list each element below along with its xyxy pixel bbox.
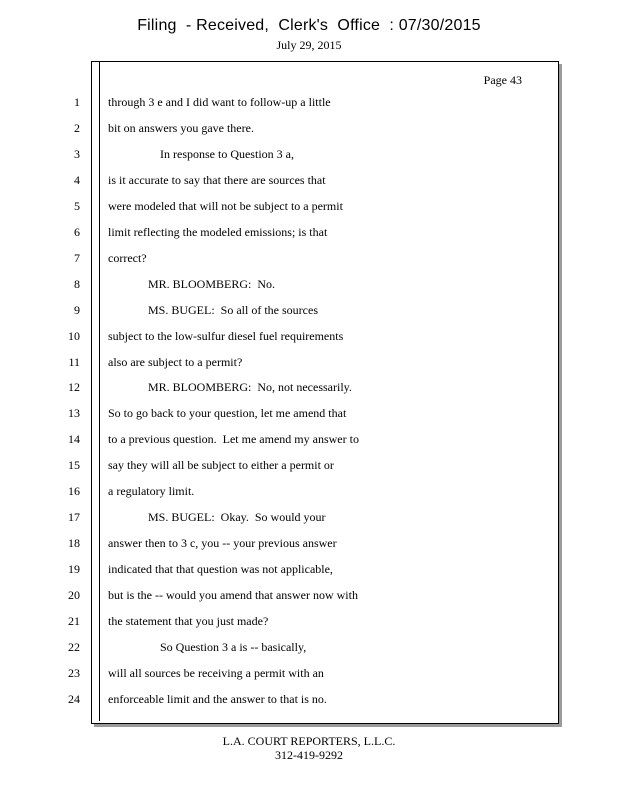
line-number: 8: [74, 277, 80, 291]
transcript-line: but is the -- would you amend that answer now with: [108, 588, 358, 602]
transcript-line: correct?: [108, 251, 147, 265]
line-number: 23: [68, 666, 80, 680]
transcript-line: MR. BLOOMBERG: No, not necessarily.: [148, 380, 352, 394]
transcript-line: indicated that that question was not applicable,: [108, 562, 333, 576]
line-number: 2: [74, 121, 80, 135]
line-number: 21: [68, 614, 80, 628]
line-number: 20: [68, 588, 80, 602]
line-number: 24: [68, 692, 80, 706]
transcript-line: answer then to 3 c, you -- your previous answer: [108, 536, 337, 550]
line-number: 16: [68, 484, 80, 498]
reporter-phone: 312-419-9292: [275, 748, 343, 762]
line-number: 6: [74, 225, 80, 239]
line-number: 7: [74, 251, 80, 265]
transcript-line: MR. BLOOMBERG: No.: [148, 277, 276, 291]
transcript-line: were modeled that will not be subject to a permit: [108, 199, 343, 213]
transcript-line: through 3 e and I did want to follow-up a little: [108, 95, 331, 109]
line-number: 19: [68, 562, 80, 576]
transcript-line: enforceable limit and the answer to that is no.: [108, 692, 327, 706]
line-number: 12: [68, 380, 80, 394]
line-number: 4: [74, 173, 80, 187]
transcript-line: In response to Question 3 a,: [160, 147, 294, 161]
line-number: 18: [68, 536, 80, 550]
transcript-date: July 29, 2015: [276, 38, 342, 52]
line-number: 3: [74, 147, 80, 161]
page-number: Page 43: [483, 73, 522, 87]
transcript-line: also are subject to a permit?: [108, 355, 243, 369]
reporter-company: L.A. COURT REPORTERS, L.L.C.: [222, 734, 396, 748]
transcript-line: subject to the low-sulfur diesel fuel requirements: [108, 329, 344, 343]
line-number: 11: [68, 355, 80, 369]
line-number: 13: [68, 406, 80, 420]
transcript-line: bit on answers you gave there.: [108, 121, 254, 135]
transcript-line: the statement that you just made?: [108, 614, 269, 628]
transcript-line: will all sources be receiving a permit with an: [108, 666, 324, 680]
line-number: 5: [74, 199, 80, 213]
line-number: 10: [68, 329, 80, 343]
line-number: 22: [68, 640, 80, 654]
transcript-line: a regulatory limit.: [108, 484, 195, 498]
transcript-line: is it accurate to say that there are sources that: [108, 173, 326, 187]
line-number: 1: [74, 95, 80, 109]
transcript-line: to a previous question. Let me amend my answer to: [108, 432, 359, 446]
transcript-line: limit reflecting the modeled emissions; is that: [108, 225, 328, 239]
line-number: 15: [68, 458, 80, 472]
line-number: 9: [74, 303, 80, 317]
transcript-line: MS. BUGEL: Okay. So would your: [148, 510, 326, 524]
line-number: 17: [68, 510, 80, 524]
transcript-line: So Question 3 a is -- basically,: [160, 640, 307, 654]
line-number: 14: [68, 432, 80, 446]
filing-stamp: Filing - Received, Clerk's Office : 07/30/2015: [137, 17, 481, 34]
transcript-line: So to go back to your question, let me amend that: [108, 406, 347, 420]
line-number-rule: [99, 62, 100, 721]
transcript-line: MS. BUGEL: So all of the sources: [148, 303, 318, 317]
transcript-line: say they will all be subject to either a permit or: [108, 458, 334, 472]
